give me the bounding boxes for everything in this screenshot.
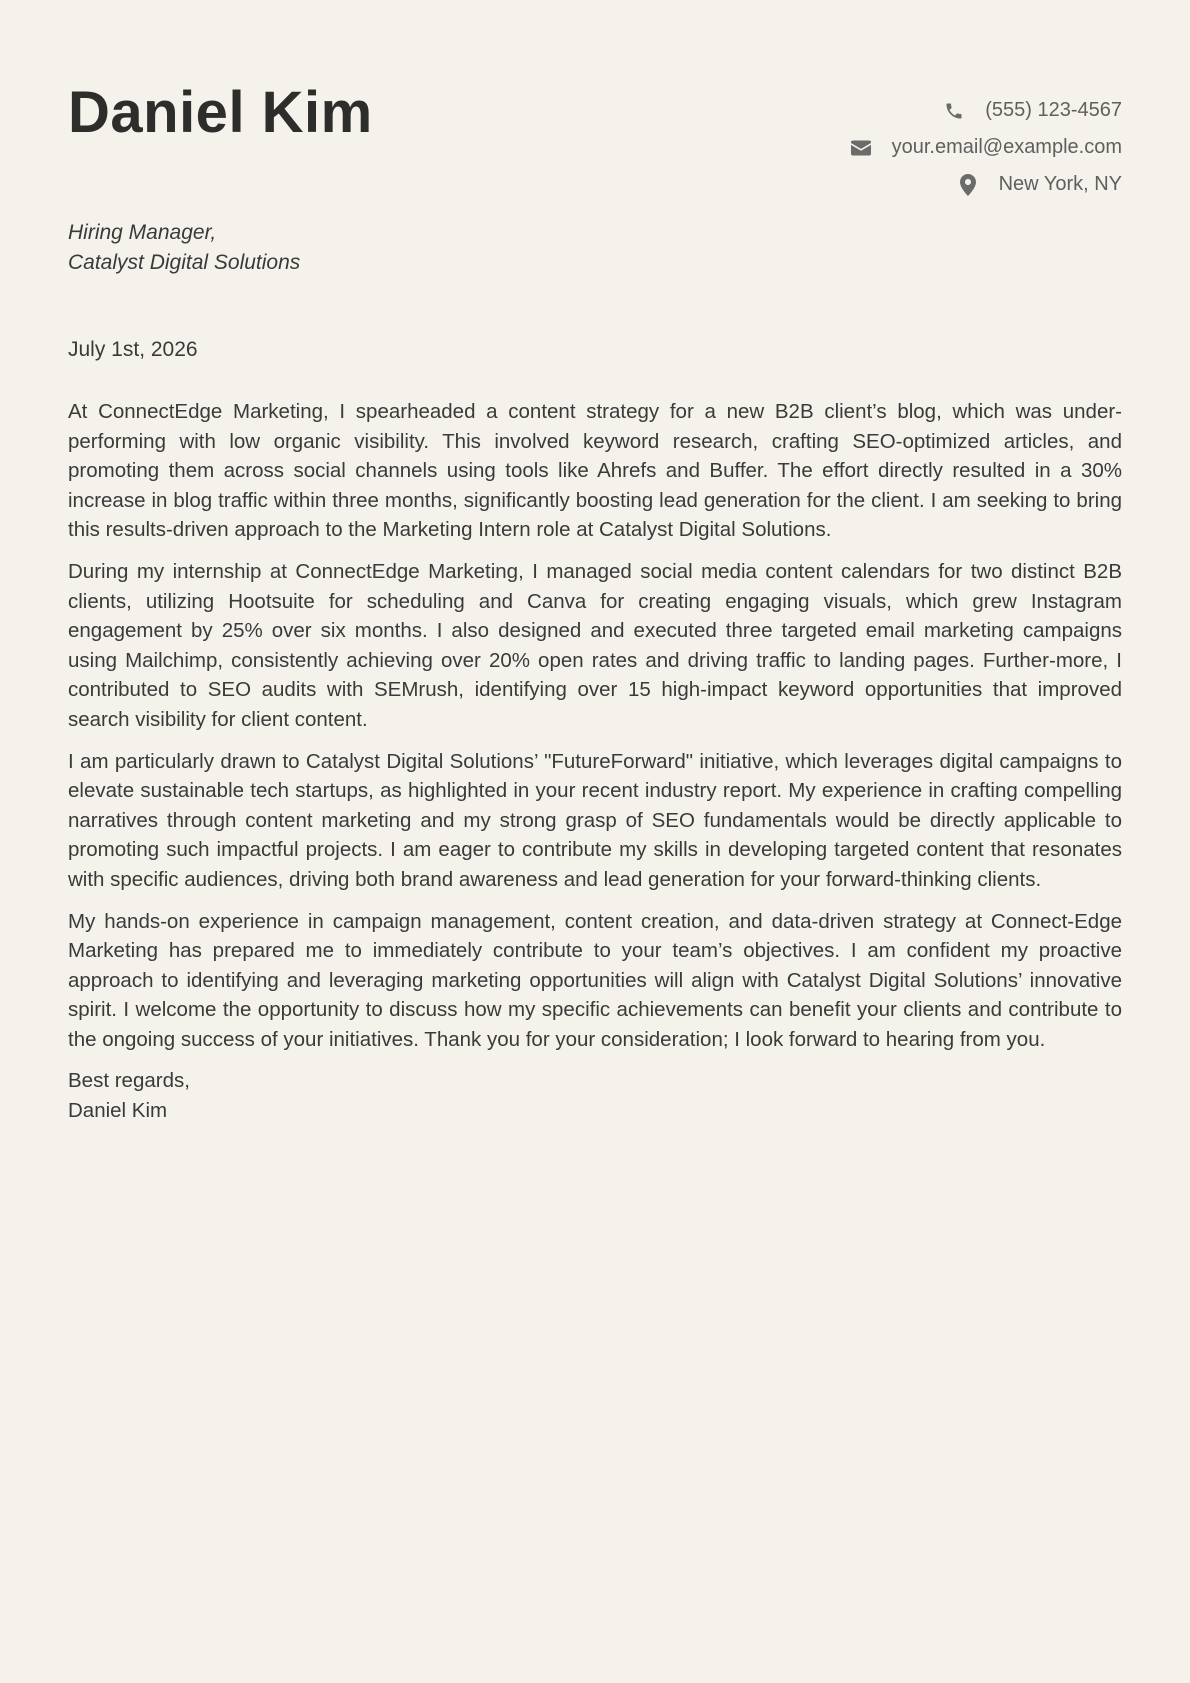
phone-icon [943, 100, 965, 122]
letter-header [68, 0, 1122, 200]
letter-body [68, 397, 1122, 1126]
letter-date: July 1st, 2026 [68, 338, 198, 361]
contact-phone-row [850, 92, 1122, 129]
body-paragraph: During my internship at ConnectEdge Marketing, I managed social media content calendars for two distinct B2B clients, utilizing Hootsuite for scheduling and Canva for creating engaging visuals, which grew Instagram engagement by 25% over six months. I also designed and executed three targeted email marketing campaigns using Mailchimp, consistently achieving over 20% open rates and driving traffic to landing pages. Further-more, I contributed to SEO audits with SEMrush, identifying over 15 high-impact keyword opportunities that improved search visibility for client content. [68, 559, 1122, 731]
contact-location-row [850, 166, 1122, 203]
contact-email[interactable]: your.email@example.com [891, 136, 1122, 158]
body-paragraph: My hands-on experience in campaign management, content creation, and data-driven strategy at Connect-Edge Marketing has prepared me to immediately contribute to your team’s objectives. I am confident my proactive approach to identifying and leveraging marketing opportunities will align with Catalyst Digital Solutions’ innovative spirit. I welcome the opportunity to discuss how my specific achievements can benefit your clients and contribute to the ongoing success of your initiatives. Thank you for your consideration; I look forward to hearing from you. [68, 909, 1122, 1051]
body-paragraph: I am particularly drawn to Catalyst Digital Solutions’ "FutureForward" initiative, which leverages digital campaigns to elevate sustainable tech startups, as highlighted in your recent industry report. My experience in crafting compelling narratives through content marketing and my strong grasp of SEO fundamentals would be directly applicable to promoting such impactful projects. I am eager to contribute my skills in developing targeted content that resonates with specific audiences, driving both brand awareness and lead generation for your forward-thinking clients. [68, 749, 1122, 891]
contact-phone: (555) 123-4567 [985, 99, 1122, 121]
body-paragraph: At ConnectEdge Marketing, I spearheaded a content strategy for a new B2B client’s blog, which was under-performing with low organic visibility. This involved keyword research, crafting SEO-optimized articles, and promoting them across social channels using tools like Ahrefs and Buffer. The effort directly resulted in a 30% increase in blog traffic within three months, significantly boosting lead generation for the client. I am seeking to bring this results-driven approach to the Marketing Intern role at Catalyst Digital Solutions. [68, 400, 1122, 542]
closing-salutation: Best regards, [68, 1069, 190, 1093]
envelope-icon [850, 137, 872, 159]
applicant-name: Daniel Kim [68, 80, 373, 145]
recipient-block [68, 218, 300, 278]
contact-info [850, 92, 1122, 203]
closing-signature: Daniel Kim [68, 1099, 168, 1123]
map-pin-icon [957, 174, 979, 196]
contact-email-row [850, 129, 1122, 166]
contact-location: New York, NY [998, 173, 1122, 195]
recipient-title: Hiring Manager, [68, 221, 217, 244]
closing-block [68, 1066, 1122, 1125]
recipient-company: Catalyst Digital Solutions [68, 251, 301, 274]
